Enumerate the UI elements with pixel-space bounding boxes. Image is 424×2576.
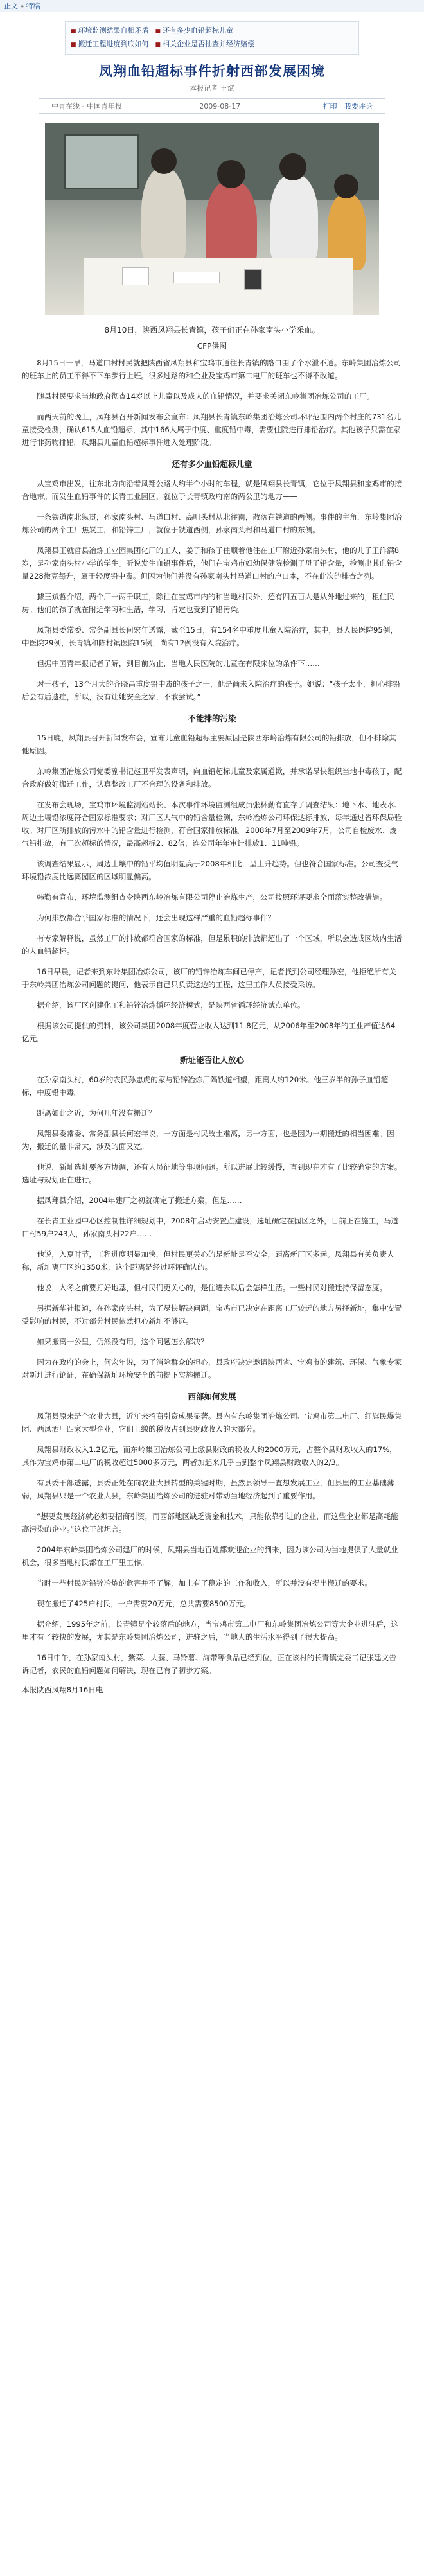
topics-row	[71, 24, 353, 38]
article-paragraph: 该调查结果显示，周边土壤中的铅平均值明显高于2008年相比，呈上升趋势。但也符合国家标准。公司查受气环境铅浓度比远离园区的区域明显偏高。	[22, 859, 399, 881]
article-paragraph: 根据该公司提供的资料，该公司集团2008年度营业收入达到11.8亿元，从2006年至2008年的工业产值达64亿元。	[22, 1021, 396, 1043]
article-meta-bar	[39, 98, 385, 114]
comment-link[interactable]: 我要评论	[344, 102, 373, 110]
section-heading: 新址能否让人放心	[179, 1055, 244, 1065]
section-heading: 不能排的污染	[188, 714, 236, 723]
article-paragraph: 而两天前的晚上，凤翔县召开新闻发布会宣布：凤翔县长青镇东岭集团冶炼公司环评范围内两个村庄的731名儿童接受检测，确认615人血铅超标，其中166人属于中度、重度铅中毒，需要住院进行排铅治疗。其他孩子只需在家进行非药物排铅。凤翔县儿童血铅超标事件进入处理阶段。	[22, 412, 402, 447]
breadcrumb-link-feature[interactable]: 特稿	[26, 2, 40, 10]
article-paragraph: 在孙家南头村，60岁的农民孙忠虎的家与铅锌冶炼厂隔铁道相望，距离大约120米。他三岁半的孙子血铅超标，中度铅中毒。	[22, 1075, 389, 1097]
article-paragraph: 8月15日一早，马道口村村民就把陕西省凤翔县和宝鸡市通往长青镇的路口围了个水泄不通。东岭集团冶炼公司的班车上的员工不得不下车步行上班。很多过路的和企业及宝鸡市第二电厂的班车也不得不改道。	[22, 358, 402, 380]
article-paragraph: 凤翔县王就哲县冶炼工业园集团化厂的工人，姜子和孩子住顺着他住在工厂附近孙家南头村，他的儿子王洋满8岁，是孙家南头村小学的学生。听说发生血铅事件后，他们在宝鸡市妇幼保健院检测子母了铅含量，检测出其血铅含量228微克每升，属于轻度铅中毒。但因为他们并没有孙家南头村马道口村的户口本，不在此次的排查之列。	[22, 546, 402, 581]
print-link[interactable]: 打印	[322, 102, 337, 110]
article-paragraph: 一条铁道南北纵贯，孙家南头村、马道口村、高咀头村从北往南，散落在铁道的两侧。事件的主角，东岭集团冶炼公司的两个工厂焦炭工厂和铅锌工厂，就位于铁道西侧，孙家南头村和马道口村的东侧。	[22, 513, 402, 534]
related-topics-box	[65, 21, 359, 55]
article-date: 2009-08-17	[199, 101, 241, 110]
article-paragraph: “想要发展经济就必须要招商引资，而西部地区缺乏资金和技术，只能依靠引进的企业，而这些企业都是高耗能高污染的企业。”这位干部坦言。	[22, 1512, 398, 1534]
article-paragraph: 凤翔县委常委、常务副县长何宏年说，一方面是村民故土难离，另一方面，也是因为一期搬迁的相当困难。因为，搬迁的量非常大，涉及的面又宽。	[22, 1129, 394, 1151]
topics-row	[71, 38, 353, 51]
photo-caption: 8月10日，陕西凤翔县长青镇，孩子们正在孙家南头小学采血。	[104, 326, 320, 335]
news-photo	[45, 123, 379, 315]
article-source: 中青在线 - 中国青年报	[51, 102, 122, 110]
article-paragraph: 现在搬迁了425户村民，一户需要20万元，总共需要8500万元。	[37, 1599, 251, 1608]
article-paragraph: 据介绍，1995年之前，长青镇是个较落后的地方，当宝鸡市第二电厂和东岭集团冶炼公司等大企业进驻后，这里才有了较快的发展，尤其是东岭集团冶炼公司，进驻之后，当地人的生活水平得到了很大提高。	[22, 1620, 399, 1642]
article-paragraph: 因为在政府的会上，何宏年说，为了消除群众的担心，县政府决定邀请陕西省、宝鸡市的建筑、环保、气象专家对新址进行论证，在确保新址环境安全的前提下实施搬迁。	[22, 1358, 402, 1380]
topic-link[interactable]: ■ 相关企业是否抽查并经济赔偿	[155, 38, 255, 51]
article-paragraph: 从宝鸡市出发，往东北方向沿着凤翔公路大约半个小时的车程，就是凤翔县长青镇，它位于凤翔县和宝鸡市的接合地带。而发生血铅事件的长青工业园区，就位于长青镇政府南的两公里的地方——	[22, 479, 402, 501]
article-paragraph: 據王斌哲介绍，两个厂一两千职工，除往在宝鸡市内的和当地村民外，还有四五百人是从外地过来的，租住民房。他们的孩子就在附近学习和生活，学习，肯定也受到了铅污染。	[22, 592, 394, 614]
article-paragraph: 有县委干部透露，县委正处在向农业大县转型的关键时期，虽然县领导一直想发展工业，但县里的工业基础薄弱，凤翔县只是一个农业大县，东岭集团冶炼公司的进驻对带动当地经济起到了重要作用。	[22, 1478, 394, 1500]
article-paragraph: 2004年东岭集团冶炼公司建厂的时候，凤翔县当地百姓都欢迎企业的到来，因为该公司为当地提供了大量就业机会，很多当地村民都在工厂里工作。	[22, 1545, 399, 1567]
topic-link[interactable]: ■ 环境监测结果自相矛盾	[71, 24, 149, 38]
article-paragraph: 另据新华社报道，在孙家南头村，为了尽快解决问题，宝鸡市已决定在距离工厂较远的地方另择新址，集中安置受影响的村民，不过部分村民依然担心新址不够远。	[22, 1304, 402, 1326]
article-paragraph: 当时一些村民对铅锌冶炼的危害并不了解，加上有了稳定的工作和收入，所以并没有提出搬迁的要求。	[37, 1579, 372, 1588]
article-paragraph: 距离如此之近，为何几年没有搬迁？	[37, 1108, 156, 1117]
article-paragraph: 凤翔县原来是个农业大县，近年来招商引资成果显著。县内有东岭集团冶炼公司、宝鸡市第二电厂、红旗民爆集团、西凤酒厂四家大型企业，它们上缴的税收占到县财政收入的大部分。	[22, 1412, 402, 1433]
article-paragraph: 凤翔县财政收入1.2亿元，而东岭集团冶炼公司上缴县财政的税收大约2000万元，占整个县财政收入的17%，其作为宝鸡市第二电厂的税收超过5000多万元，两者加起来几乎占到整个凤翔县财政收入的2/3。	[22, 1445, 397, 1467]
article-paragraph: 但据中国青年报记者了解，到目前为止，当地人民医院的儿童在有限床位的条件下……	[37, 659, 320, 668]
section-heading: 还有多少血铅超标儿童	[172, 459, 252, 469]
article-paragraph: 他说，新址选址要多方协调，还有人员征地等事项问题。所以进展比较缓慢，直到现在才有了比较确定的方案。选址与规划正在进行。	[22, 1162, 402, 1184]
article-actions	[318, 101, 373, 111]
article-paragraph: 他说，入夏时节，工程进度明显加快，但村民更关心的是新址是否安全，距离新厂区多远。凤翔县有关负责人称，新址离厂区约1350米，这个距离是经过环评确认的。	[22, 1250, 394, 1272]
article-paragraph: 如果搬离一公里，仍然没有用，这个问题怎么解决？	[37, 1337, 208, 1346]
article-paragraph: 韩勤有宣布，环境监测组查令陕西东岭冶炼有限公司停止冶炼生产，公司按照环评要求全面落实整改措施。	[37, 893, 387, 902]
article-paragraph: 在长青工业园中心区控制性详细规划中，2008年启动安置点建设，选址确定在园区之外，目前正在施工，马道口村59户243人，孙家南头村22户……	[22, 1216, 399, 1238]
article-paragraph: 为何排放都合乎国家标准的情况下，还会出现这样严重的血铅超标事件？	[37, 913, 276, 922]
article-paragraph: 有专家解释说，虽然工厂的排放都符合国家的标准，但是累积的排放都超出了一个区域，所以会造成区域内生活的人血铅超标。	[22, 934, 402, 956]
breadcrumb-separator: »	[20, 1, 24, 10]
article-end-note: 本报陕西凤翔8月16日电	[22, 1685, 103, 1694]
article-paragraph: 凤翔县委常委、常务副县长何宏年透露，截至15日，有154名中重度儿童入院治疗，其中，县人民医院95例，中医院29例，长青镇和陈村镇医院15例，尚有12例没有入院治疗。	[22, 626, 398, 647]
article-paragraph: 他说，入冬之前要打好地基，但村民们更关心的，是住进去以后会怎样生活。一些村民对搬迁持保留态度。	[37, 1283, 387, 1292]
section-heading: 西部如何发展	[188, 1392, 236, 1401]
topic-link[interactable]: ■ 搬迁工程进度到底如何	[71, 38, 149, 51]
article-byline: 本报记者 王斌	[190, 84, 234, 92]
photo-credit: CFP供图	[197, 342, 227, 351]
breadcrumb-link-main[interactable]: 正文	[4, 2, 18, 10]
article-paragraph: 在发布会现场，宝鸡市环境监测站站长、本次事件环境监测组成员张林勤有直存了调查结果：地下水、地表水、周边土壤铅浓度符合国家标准要求；对厂区大气中的铅含量检测，东岭冶炼公司环保达标排放，每年通过省环保局验收。对厂区所排放的污水中的铅含量进行检测，符合国家排放标准。2008年7月至2009年7月，公司自检废水、废气铅排放，有三次超标的情况，最高超标2、82倍，连公司年年审计排放1、11吨铅。	[22, 800, 402, 848]
article-paragraph: 对于孩子，13个月大的齐晓昌重度铅中毒的孩子之一，他是尚未入院治疗的孩子。她说：“孩子太小，担心排铅后会有后遗症，所以，没有让她安全之家，不敢尝试。”	[22, 679, 400, 701]
article-paragraph: 16日早晨，记者来到东岭集团冶炼公司，该厂的铅锌冶炼车间已停产，记者找到公司经理孙宏，他拒绝所有关于东岭集团冶炼公司问题的提问，他表示自己只负责这边的工程，这里工作人员接受采访。	[22, 967, 396, 989]
article-paragraph: 15日晚，凤翔县召开新闻发布会，宣布儿童血铅超标主要原因是陕西东岭冶炼有限公司的铅排放，但不排除其他原因。	[22, 733, 396, 755]
article-paragraph: 东岭集团冶炼公司党委副书记赵卫平发表声明，向血铅超标儿童及家属道歉，并承诺尽快组织当地中毒孩子，配合政府做好搬迁工作，认真整改工厂不合理的设备和排放。	[22, 767, 402, 789]
article-body	[0, 356, 424, 1677]
article-paragraph: 据介绍，该厂区创建化工和铅锌冶炼循环经济模式，是陕西省循环经济试点单位。	[37, 1001, 305, 1010]
article-title: 凤翔血铅超标事件折射西部发展困境	[99, 64, 325, 79]
article-paragraph: 据凤翔县介绍，2004年建厂之初就确定了搬迁方案，但是……	[37, 1196, 242, 1205]
topic-link[interactable]: ■ 还有多少血铅超标儿童	[155, 24, 234, 38]
article-paragraph: 随县村民要求当地政府彻查14岁以上儿童以及成人的血铅情况，并要求关闭东岭集团冶炼公司的工厂。	[37, 392, 375, 401]
breadcrumb	[0, 0, 424, 12]
article-paragraph: 16日中午，在孙家南头村，紫菜、大蒜、马铃薯、海带等食品已经到位，正在该村的长青镇党委书记张建文告诉记者，农民的血铅问题如何解决，现在已有了初步方案。	[22, 1653, 396, 1675]
